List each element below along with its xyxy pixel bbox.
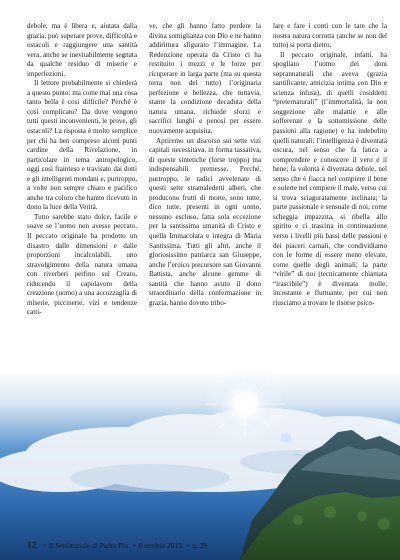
issue-date: 6 ottobre 2013 [138, 541, 182, 550]
footer-bullet: • [43, 541, 46, 550]
column-2 [149, 22, 261, 308]
paragraph-1-3: Tutto sarebbe stato dolce, facile e soave se l’uomo non avesse peccato. Il peccato originale ha prodotto un disastro dalle dimensioni e dalle proporzioni incalcolabili, uno stravolgimento della natura umana con riverberi perfino sul Creato, riducendo il capolavoro della creazione (uomo) a una accozzaglia di miserie, piccinerie, vizi e tendenze catti- [27, 212, 137, 317]
paragraph-2-1: ve, che gli hanno fatto perdere la divina somiglianza con Dio e ne hanno addirittura sfigurato l’immagine. La Redenzione operata da Cristo ci ha restituito i mezzi e le forze per ricuperare in larga parte (ma su questa terra non del tutto) l’originaria perfezione e bellezza, che tuttavia, stante la condizione decaduta della natura umana, richiede sforzi e sacrifici lunghi e penosi per essere nuovamente acquisita. [149, 22, 261, 136]
footer-bullet: • [133, 541, 136, 550]
page-number: 12 [27, 541, 37, 551]
column-1 [27, 22, 137, 318]
publication-name: Il Settimanale di Padre Pio [48, 541, 129, 550]
article-columns [27, 22, 387, 424]
paragraph-1-1: debole, ma è libera e, aiutata dalla grazia, può superare prove, difficoltà e ostacoli e raggiungere una santità vera, anche se inevitabilmente segnata da qualche residuo di miserie e imperfezioni. [27, 22, 137, 78]
paragraph-1-2: Il lettore probabilmente si chiederà a questo punto: ma come mai una cosa tanto bella è così difficile? Perché è così complicato? Da dove vengono tutti questi inconvenienti, le prove, gli ostacoli? La risposta è molto semplice per chi ha ben compreso alcuni punti cardine della Rivelazione, in particolare in tema antropologico, oggi così frainteso e travisato dai dotti e gli intelligenti mondani e, purtroppo, a volte non sempre chiaro e pacifico anche tra coloro che hanno ricevuto in dono la luce della Verità. [27, 79, 137, 212]
paragraph-2-2: Apriremo un discorso sui sette vizi capitali necessitava, in forma tassativa, di queste sintetiche (forse troppo) ma indispensabili premesse. Perché, purtroppo, le radici avvelenate di questi sette stramaledetti alberi, che producono frutti di morte, sono tutte, dico tutte, presenti in ogni uomo, nessuno escluso, fatta sola eccezione per la santissima umanità di Cristo e quella Immacolata e integra di Maria Santissima. Tutti gli altri, anche il gloriosissimo patriarca san Giuseppe, anche l’eroico precursore san Giovanni Battista, anche alcune gemme di santità che hanno avuto il dono straordinario della confermazione in grazia, hanno dovuto tribo- [149, 136, 261, 307]
footer-bullet: • [186, 541, 190, 550]
paragraph-3-2: Il peccato originale, infatti, ha spogliato l’uomo dei doni soprannaturali che aveva (grazia santificante, amicizia intima con Dio e scienza infusa), di quelli cosiddetti “preternaturali” (l’immortalità, la non soggezione alle malattie e alle sofferenze e la sottomissione delle passioni alla ragione) e ha indebolito quelli naturali: l’intelligenza è diventata oscura, nel senso che fa fatica a comprendere e conoscere il vero e il bene; la volontà è diventata debole, nel senso che è fiacca nel compiere il bene e solerte nel compiere il male, verso cui si trova sciaguratamente inclinata; la parte passionale e sensuale di noi, come scheggia impazzita, si ribella allo spirito e ci trascina in continuazione verso i livelli più bassi delle passioni e dei piaceri carnali, che condividiamo con le forme di essere meno elevate, come quelle degli animali; la parte “virile” di noi (tecnicamente chiamata “irascibile”) è diventata molle, incostante e fluttuante, per cui non riusciamo a trovare le risorse psico- [273, 50, 387, 307]
page-footer [27, 541, 207, 551]
issue-number: n. 39 [192, 541, 207, 550]
paragraph-3-1: lare e fare i conti con le tare che la nostra natura corrotta (anche se non del tutto) si porta dietro. [273, 22, 387, 50]
column-3 [273, 22, 387, 308]
